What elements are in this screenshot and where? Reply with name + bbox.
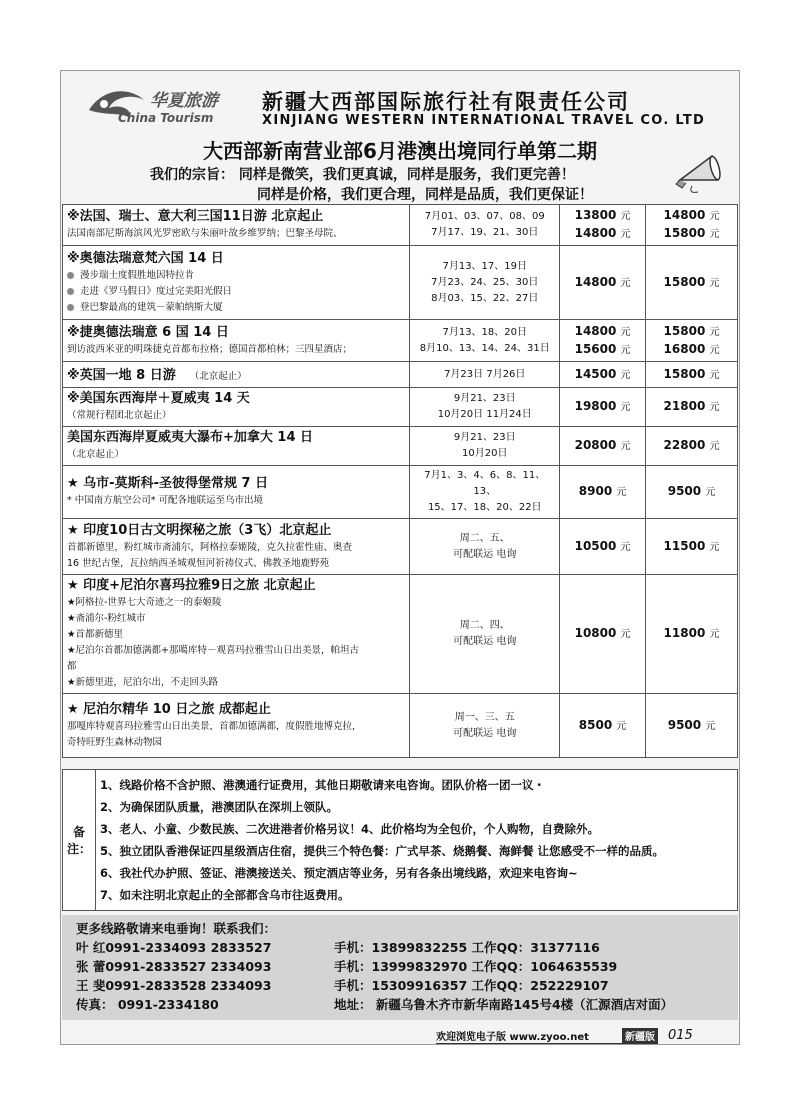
tour-name: ※奥德法瑞意梵六国 14 日: [67, 250, 224, 266]
tour-price1: [564, 538, 641, 556]
price-unit: 元: [620, 326, 631, 338]
tour-desc-text: 奇特旺野生森林动物园: [67, 736, 163, 748]
price-value: 8500: [578, 717, 613, 732]
tour-row: [63, 694, 738, 758]
price-value: 13800: [574, 208, 617, 222]
tour-desc-text: 漫步瑞士度假胜地因特拉肯: [80, 269, 195, 281]
bullet-icon: [67, 272, 74, 279]
tour-desc: [67, 556, 405, 572]
price-value: 15800: [663, 274, 706, 289]
footer-bar: [436, 1028, 658, 1044]
tour-row: [63, 575, 738, 694]
logo-brand-en: China Tourism: [118, 111, 214, 125]
tour-desc: [67, 675, 405, 691]
tour-price1: [564, 366, 641, 384]
price-value: 14500: [574, 366, 617, 381]
tour-desc: [67, 493, 405, 509]
tour-desc-text: 那嘎库特观喜玛拉雅雪山日出美景，首都加德满都，度假胜地博克拉，: [67, 720, 362, 732]
tour-price2: [650, 437, 733, 455]
price-value: 9500: [667, 717, 702, 732]
price-value: 14800: [574, 323, 617, 338]
tour-desc: [67, 408, 405, 424]
tour-date: 7月23、24、25、30日: [431, 276, 539, 288]
bullet-icon: [67, 288, 74, 295]
price-unit: 元: [709, 402, 720, 413]
tour-price2: [650, 483, 733, 501]
tour-desc: [67, 611, 405, 627]
price-value: 14800: [574, 274, 617, 289]
notes-label: 备注：: [63, 770, 96, 911]
company-name-en: XINJIANG WESTERN INTERNATIONAL TRAVEL CO. LTD: [262, 113, 706, 128]
tour-price2: [650, 398, 733, 416]
contact-phone: 传真： 0991-2334180: [76, 997, 219, 1012]
tour-date: 7月01、03、07、08、09: [424, 211, 545, 222]
contact-row: [76, 995, 724, 1014]
tour-desc-text: ★尼泊尔首都加德满都+那噶库特－观喜玛拉雅雪山日出美景，帕坦古: [67, 645, 359, 656]
tour-price1: [564, 437, 641, 455]
note-item: 1、线路价格不含护照、港澳通行证费用，其他日期敬请来电咨询。团队价格一团一议・: [100, 778, 545, 792]
tour-desc-text: ★新德里进，尼泊尔出，不走回头路: [67, 677, 219, 688]
contact-detail: 手机：15309916357 工作QQ：252229107: [334, 978, 609, 993]
tour-date: 可配联运 电询: [453, 727, 517, 739]
tour-desc: [67, 447, 405, 463]
price-value: 8900: [578, 484, 613, 498]
price-unit: 元: [620, 229, 631, 240]
contact-box: [62, 915, 738, 1020]
tour-row: [63, 362, 738, 388]
contact-phone: 张 蕾0991-2833527 2334093: [76, 959, 272, 974]
tour-date: 9月21、23日: [453, 432, 516, 443]
tour-price2: [650, 717, 733, 735]
tour-date: 9月21、23日: [453, 393, 516, 404]
company-name-cn: 新疆大西部国际旅行社有限责任公司: [262, 90, 630, 114]
tour-desc-text: 走进《罗马假日》度过完美阳光假日: [80, 285, 233, 297]
footer-edition-tag: 新疆版: [622, 1028, 658, 1043]
page-title: 大西部新南营业部6月港澳出境同行单第二期: [203, 139, 597, 163]
price-unit: 元: [709, 344, 720, 356]
tour-name: ※法国、瑞士、意大利三国11日游 北京起止: [67, 209, 324, 224]
price-unit: 元: [620, 629, 631, 640]
price-unit: 元: [709, 229, 720, 240]
megaphone-icon: [672, 150, 728, 196]
price-unit: 元: [616, 720, 627, 732]
tour-date: 7月23日 7月26日: [444, 368, 526, 380]
tour-date: 10月20日: [462, 448, 508, 459]
tour-price1: [564, 398, 641, 416]
price-value: 11500: [663, 538, 706, 553]
tour-date: 8月10、13、14、24、31日: [419, 342, 550, 354]
tour-date: 可配联运 电询: [453, 636, 517, 647]
notes-table: [62, 769, 738, 911]
tour-price1: [564, 483, 641, 501]
tour-date: 7月13、17、19日: [442, 260, 528, 272]
tour-desc: [67, 226, 405, 242]
tour-desc-text: 16 世纪古堡，瓦拉纳西圣城观恒河祈祷仪式、佛教圣地鹿野苑: [67, 557, 330, 569]
price-unit: 元: [620, 541, 631, 553]
tour-desc-text: ★斋浦尔-粉红城市: [67, 613, 146, 624]
tour-date: 8月03、15、22、27日: [431, 292, 539, 304]
tour-date: 7月13、18、20日: [442, 326, 528, 338]
price-value: 15600: [574, 341, 617, 356]
price-unit: 元: [709, 441, 720, 452]
bullet-icon: [67, 304, 74, 311]
tour-row: [63, 466, 738, 519]
contact-detail: 手机：13899832255 工作QQ：31377116: [334, 940, 600, 955]
tour-price1: [564, 274, 641, 292]
price-unit: 元: [709, 277, 720, 289]
tour-price1: [564, 225, 641, 243]
tour-price2: [650, 538, 733, 556]
price-value: 15800: [663, 323, 706, 338]
contact-detail: 手机：13999832970 工作QQ：1064635539: [334, 959, 618, 974]
price-unit: 元: [709, 629, 720, 640]
tour-price1: [564, 717, 641, 735]
tour-price2: [650, 207, 733, 225]
tour-price1: [564, 341, 641, 359]
tour-date: 可配联运 电询: [453, 548, 517, 560]
price-unit: 元: [620, 277, 631, 289]
tour-price2: [650, 341, 733, 359]
tour-name: 美国东西海岸夏威夷大瀑布+加拿大 14 日: [67, 430, 314, 445]
tour-name: ※英国一地 8 日游: [67, 368, 176, 383]
price-value: 21800: [663, 399, 706, 413]
contact-detail: 地址： 新疆乌鲁木齐市新华南路145号4楼（汇源酒店对面）: [334, 997, 674, 1012]
tour-desc: [67, 300, 405, 316]
contact-phone: 叶 红0991-2334093 2833527: [76, 940, 272, 955]
price-unit: 元: [620, 402, 631, 413]
contact-row: [76, 976, 724, 995]
note-item: 2、为确保团队质量，港澳团队在深圳上领队。: [100, 800, 338, 814]
tour-row: [63, 320, 738, 362]
tour-desc-text: 首都新德里，粉红城市斋浦尔，阿格拉泰姬陵，克久拉霍性庙、奥查: [67, 541, 353, 553]
tour-desc-text: ★首都新德里: [67, 629, 124, 640]
tour-desc-text: * 中国南方航空公司* 可配各地联运至乌市出境: [67, 495, 264, 506]
tour-name: ★ 印度10日古文明探秘之旅（3飞）北京起止: [67, 522, 332, 538]
tour-desc: [67, 659, 405, 675]
tour-desc: [67, 627, 405, 643]
tour-desc-text: （常规行程团北京起止）: [67, 410, 172, 421]
tour-desc: [67, 643, 405, 659]
tour-row: [63, 427, 738, 466]
tour-row: [63, 246, 738, 320]
tour-table: [62, 204, 738, 758]
tour-desc-text: （北京起止）: [67, 449, 125, 460]
tour-date: 周一、三、五: [454, 711, 515, 723]
tour-desc-text: ★阿格拉-世界七大奇迹之一的泰姬陵: [67, 597, 222, 608]
motto-line-2: 同样是价格，我们更合理，同样是品质，我们更保证！: [257, 187, 593, 203]
tour-name: ※美国东西海岸＋夏威夷 14 天: [67, 391, 250, 406]
price-value: 19800: [574, 399, 617, 413]
contact-row: [76, 938, 724, 957]
price-value: 10800: [574, 626, 617, 640]
price-unit: 元: [705, 720, 716, 732]
price-unit: 元: [620, 441, 631, 452]
contact-row: [76, 957, 724, 976]
tour-desc-text: 到访波西米亚的明珠捷克首都布拉格；德国首都柏林；三四星酒店；: [67, 343, 353, 355]
price-value: 15800: [663, 366, 706, 381]
tour-price1: [564, 625, 641, 643]
tour-price2: [650, 225, 733, 243]
contact-phone: 王 斐0991-2833528 2334093: [76, 978, 272, 993]
tour-name: ★ 印度+尼泊尔喜玛拉雅9日之旅 北京起止: [67, 578, 316, 593]
price-unit: 元: [709, 211, 720, 222]
tour-price2: [650, 366, 733, 384]
tour-name: ★ 尼泊尔精华 10 日之旅 成都起止: [67, 701, 271, 717]
tour-note: （北京起止）: [189, 371, 247, 382]
price-value: 10500: [574, 538, 617, 553]
price-value: 9500: [667, 484, 702, 498]
tour-date: 7月1、3、4、6、8、11、13、: [424, 470, 546, 497]
price-value: 16800: [663, 341, 706, 356]
motto-line-1: 我们的宗旨： 同样是微笑，我们更真诚，同样是服务，我们更完善！: [150, 167, 575, 183]
tour-price2: [650, 323, 733, 341]
tour-name: ※捷奥德法瑞意 6 国 14 日: [67, 324, 229, 340]
note-item: 6、我社代办护照、签证、港澳接送关、预定酒店等业务，另有各条出境线路，欢迎来电咨询~: [100, 866, 578, 880]
tour-row: [63, 205, 738, 246]
price-value: 15800: [663, 226, 706, 240]
tour-desc-text: 都: [67, 661, 77, 672]
price-value: 20800: [574, 438, 617, 452]
price-unit: 元: [709, 326, 720, 338]
tour-name: ★ 乌市-莫斯科-圣彼得堡常规 7 日: [67, 476, 269, 491]
tour-desc: [67, 735, 405, 751]
price-value: 22800: [663, 438, 706, 452]
note-item: 5、独立团队香港保证四星级酒店住宿，提供三个特色餐：广式早茶、烧鹅餐、海鲜餐 让您感受不一样的品质。: [100, 844, 664, 858]
tour-price1: [564, 323, 641, 341]
tour-desc: [67, 268, 405, 284]
price-unit: 元: [709, 369, 720, 381]
tour-date: 10月20日 11月24日: [437, 409, 532, 420]
tour-desc: [67, 595, 405, 611]
tour-date: 周二、四、: [459, 620, 510, 631]
footer-text: 欢迎浏览电子版 www.zyoo.net: [436, 1032, 589, 1043]
note-item: 7、如未注明北京起止的全部都含乌市往返费用。: [100, 888, 350, 902]
notes-list: [96, 770, 738, 911]
price-unit: 元: [620, 344, 631, 356]
price-value: 11800: [663, 626, 706, 640]
price-unit: 元: [709, 541, 720, 553]
tour-desc: [67, 284, 405, 300]
price-unit: 元: [620, 369, 631, 381]
tour-price2: [650, 625, 733, 643]
tour-desc: [67, 719, 405, 735]
tour-row: [63, 519, 738, 575]
page-number: 015: [668, 1028, 693, 1043]
contact-heading: 更多线路敬请来电垂询！联系我们：: [76, 921, 277, 936]
price-value: 14800: [663, 208, 706, 222]
logo-brand-cn: 华夏旅游: [150, 91, 218, 111]
tour-row: [63, 388, 738, 427]
price-unit: 元: [616, 487, 627, 498]
tour-price2: [650, 274, 733, 292]
tour-price1: [564, 207, 641, 225]
tour-date: 7月17、19、21、30日: [431, 227, 539, 238]
tour-desc-text: 登巴黎最高的建筑－蒙帕纳斯大厦: [80, 301, 223, 313]
tour-date: 周二、五、: [459, 532, 510, 544]
tour-desc: [67, 342, 405, 358]
price-unit: 元: [705, 487, 716, 498]
note-item: 3、老人、小童、少数民族、二次进港者价格另议！4、此价格均为全包价，个人购物，自费除外。: [100, 822, 599, 836]
tour-desc: [67, 540, 405, 556]
tour-desc-text: 法国南部尼斯海滨风光罗密欧与朱丽叶故乡维罗纳；巴黎圣母院、: [67, 228, 343, 239]
price-unit: 元: [620, 211, 631, 222]
price-value: 14800: [574, 226, 617, 240]
tour-date: 15、17、18、20、22日: [427, 502, 542, 513]
